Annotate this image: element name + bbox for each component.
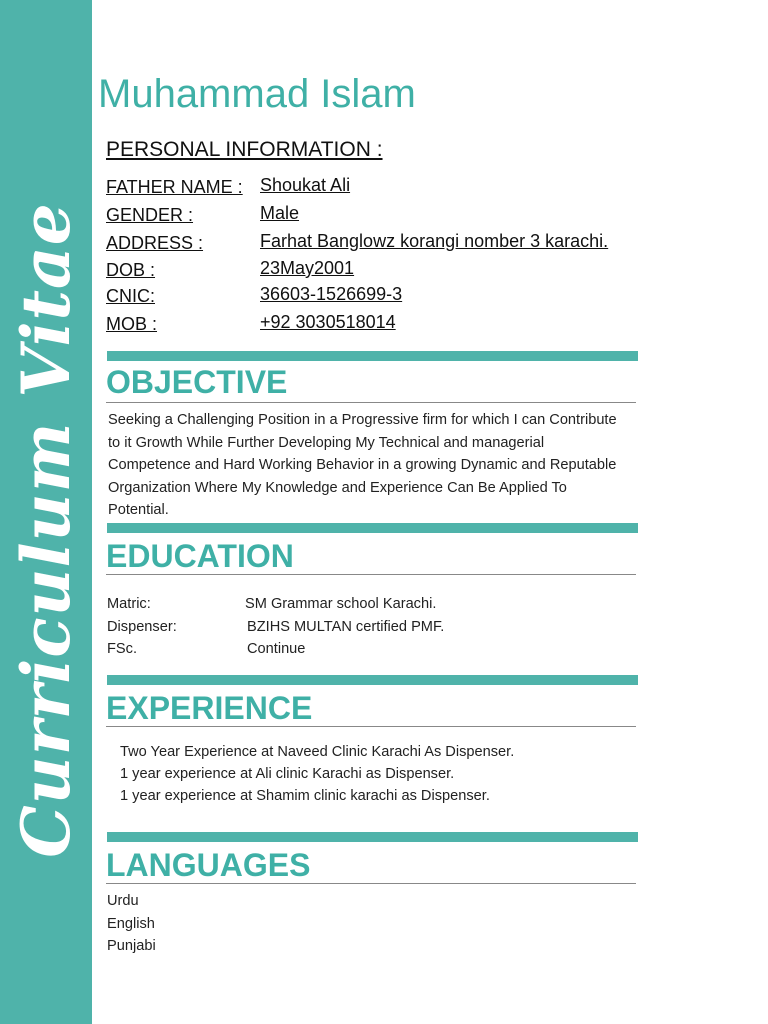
personal-row-mob [106, 314, 666, 340]
education-heading: EDUCATION [106, 538, 294, 574]
personal-value: 36603-1526699-3 [260, 284, 403, 304]
language-item: Punjabi [107, 938, 156, 954]
section-rule [106, 574, 636, 575]
candidate-name: Muhammad Islam [98, 72, 416, 116]
personal-row-father [106, 177, 666, 203]
personal-row-address [106, 233, 666, 259]
objective-line: Organization Where My Knowledge and Experience Can Be Applied To [108, 479, 567, 496]
section-bar [107, 351, 638, 361]
section-rule [106, 726, 636, 727]
languages-heading: LANGUAGES [106, 847, 311, 883]
objective-line: to it Growth While Further Developing My Technical and managerial [108, 434, 545, 451]
objective-heading: OBJECTIVE [106, 364, 288, 400]
personal-value: Farhat Banglowz korangi nomber 3 karachi. [260, 231, 609, 251]
personal-row-dob [106, 260, 666, 286]
section-rule [106, 402, 636, 403]
objective-line: Potential. [108, 502, 169, 518]
language-item: English [107, 916, 155, 932]
personal-value: +92 3030518014 [260, 312, 396, 332]
personal-label: MOB : [106, 314, 158, 334]
personal-info-heading: PERSONAL INFORMATION : [106, 138, 383, 161]
personal-label: FATHER NAME : [106, 177, 243, 197]
experience-line: 1 year experience at Ali clinic Karachi as Dispenser. [120, 766, 455, 782]
education-label: Dispenser: [107, 619, 177, 635]
personal-value: 23May2001 [260, 258, 355, 278]
experience-line: Two Year Experience at Naveed Clinic Karachi As Dispenser. [120, 744, 515, 760]
personal-row-cnic [106, 286, 666, 312]
education-value: SM Grammar school Karachi. [245, 596, 437, 612]
sidebar-title: Curriculum Vitae [7, 202, 85, 858]
personal-label: ADDRESS : [106, 233, 204, 253]
language-item: Urdu [107, 893, 139, 909]
education-value: BZIHS MULTAN certified PMF. [247, 619, 445, 635]
personal-label: GENDER : [106, 205, 194, 225]
experience-line: 1 year experience at Shamim clinic karachi as Dispenser. [120, 788, 490, 804]
section-rule [106, 883, 636, 884]
education-value: Continue [247, 641, 306, 657]
section-bar [107, 523, 638, 533]
objective-text [108, 409, 708, 522]
objective-line: Seeking a Challenging Position in a Progressive firm for which I can Contribute [108, 412, 617, 428]
personal-value: Shoukat Ali [260, 175, 351, 195]
section-bar [107, 675, 638, 685]
personal-row-gender [106, 205, 666, 231]
experience-heading: EXPERIENCE [106, 690, 313, 726]
section-bar [107, 832, 638, 842]
education-label: Matric: [107, 596, 151, 612]
sidebar-band [0, 0, 92, 1024]
personal-label: DOB : [106, 260, 156, 280]
education-label: FSc. [107, 641, 137, 657]
objective-line: Competence and Hard Working Behavior in a growing Dynamic and Reputable [108, 457, 617, 473]
personal-value: Male [260, 203, 300, 223]
personal-label: CNIC: [106, 286, 155, 306]
